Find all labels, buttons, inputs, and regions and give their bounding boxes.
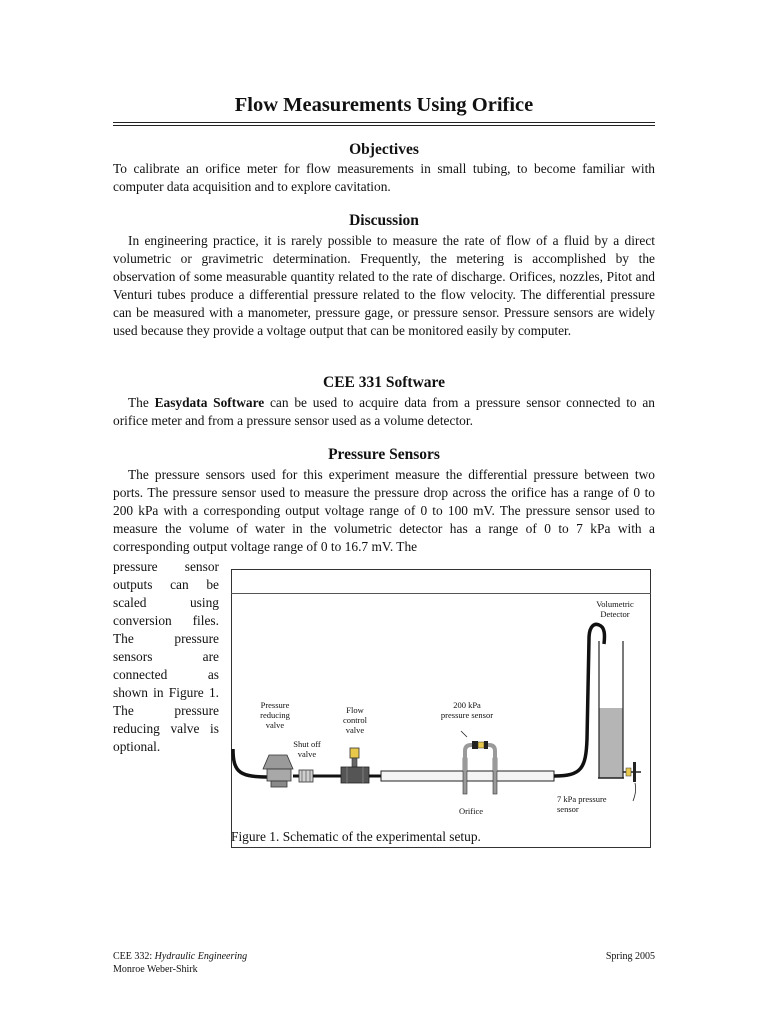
label-fcv-line3: valve <box>345 725 365 735</box>
label-7kpa-line2: sensor <box>557 804 579 814</box>
label-200kpa-sensor <box>427 700 507 720</box>
label-prv-line3: valve <box>265 720 285 730</box>
footer-term: Spring 2005 <box>605 951 655 962</box>
label-shut-off-valve <box>286 739 328 759</box>
flow-control-valve-icon <box>341 748 369 783</box>
label-200kpa-line1: 200 kPa <box>453 700 481 710</box>
pressure-sensor-200-icon <box>461 731 495 771</box>
label-prv-line1: Pressure <box>260 700 290 710</box>
sensors-text: The pressure sensors used for this experiment measure the differential pressure between two ports. The pressure sensor used to measure the pressure drop across the orifice has a range of 0 to 200 kPa with a corresponding output voltage range of 0 to 100 mV. The pressure sensor used to measure the volume of water in the volumetric detector has a range of 0 to 7 kPa with a corresponding output voltage range of 0 to 16.7 mV. The <box>113 467 655 554</box>
software-text <box>113 394 655 430</box>
title-rule-thick <box>113 125 655 126</box>
software-text-after: can be used to acquire data from a pressure sensor connected to an orifice meter and from a pressure sensor used as a volume detector. <box>113 395 656 428</box>
footer-author: Monroe Weber-Shirk <box>113 964 198 975</box>
figure-caption: Figure 1. Schematic of the experimental setup. <box>231 829 481 844</box>
label-volumetric-line2: Detector <box>600 609 630 619</box>
label-fcv-line2: control <box>342 715 368 725</box>
heading-objectives: Objectives <box>349 141 419 158</box>
pressure-reducing-valve-icon <box>263 755 293 787</box>
label-200kpa-line2: pressure sensor <box>440 710 494 720</box>
discussion-text: In engineering practice, it is rarely possible to measure the rate of flow of a fluid by a direct volumetric or gravimetric determination. Frequently, the metering is accomplished by the observation of some measurable quantity related to the rate of discharge. Orifices, nozzles, Pitot and Venturi tubes produce a differential pressure related to the flow velocity. The differential pressure can be measured with a manometer, pressure gage, or pressure sensor. Pressure sensors are widely used because they provide a voltage output that can be monitored easily by computer. <box>113 233 655 338</box>
label-shutoff-line2: valve <box>297 749 317 759</box>
heading-discussion: Discussion <box>349 212 419 229</box>
label-prv-line2: reducing <box>260 710 290 720</box>
main-pipe <box>381 771 554 781</box>
footer-course-code: CEE 332: <box>113 951 155 962</box>
label-shutoff-line1: Shut off <box>293 739 321 749</box>
footer-course <box>113 951 247 963</box>
objectives-text: To calibrate an orifice meter for flow measurements in small tubing, to become familiar with computer data acquisition and to explore cavitation. <box>113 161 655 194</box>
heading-software: CEE 331 Software <box>323 374 445 391</box>
figure-schematic <box>231 569 651 848</box>
label-pressure-reducing-valve <box>249 700 301 730</box>
label-7kpa-line1: 7 kPa pressure <box>557 794 607 804</box>
label-flow-control-valve <box>334 705 376 735</box>
heading-pressure-sensors: Pressure Sensors <box>328 446 440 463</box>
label-fcv-line1: Flow <box>346 705 364 715</box>
label-orifice: Orifice <box>458 806 484 816</box>
volumetric-detector-icon <box>598 641 624 778</box>
title-rule-thin <box>113 122 655 123</box>
software-text-before: The <box>128 395 155 410</box>
shut-off-valve-icon <box>299 770 313 782</box>
label-volumetric-line1: Volumetric <box>596 599 634 609</box>
sensors-side-text: pressure sensor outputs can be scaled using conversion files. The pressure sensors are connected as shown in Figure 1. The pressure reducing valve is optional. <box>113 559 219 754</box>
page-title: Flow Measurements Using Orifice <box>234 94 534 116</box>
label-volumetric-detector <box>582 599 648 619</box>
label-7kpa-sensor <box>557 794 627 814</box>
software-name: Easydata Software <box>154 395 265 410</box>
footer-course-name: Hydraulic Engineering <box>154 951 248 962</box>
detector-tube <box>554 624 604 776</box>
